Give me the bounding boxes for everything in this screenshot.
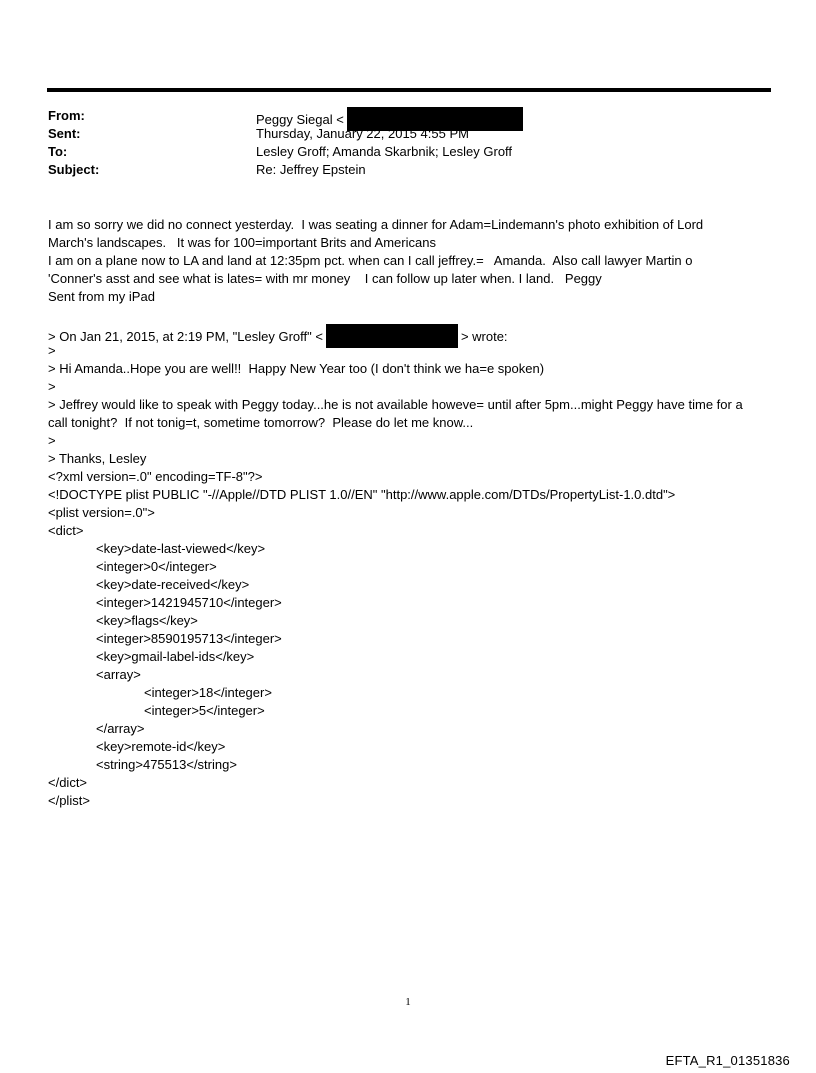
quoted-greeting: > Hi Amanda..Hope you are well!! Happy New Year too (I don't think we ha=e spoken) bbox=[48, 361, 545, 376]
quoted-request: > Jeffrey would like to speak with Peggy today...he is not available howeve= until after 5pm...might Peggy have time for a bbox=[48, 397, 743, 412]
quoted-thanks: > Thanks, Lesley bbox=[48, 451, 147, 466]
plist-line: <integer>0</integer> bbox=[96, 559, 217, 574]
signature: Sent from my iPad bbox=[48, 289, 155, 304]
to-value: Lesley Groff; Amanda Skarbnik; Lesley Groff bbox=[256, 144, 513, 159]
from-label: From: bbox=[48, 108, 85, 123]
from-name: Peggy Siegal < bbox=[256, 112, 344, 127]
email-body bbox=[48, 216, 772, 810]
quoted-request: call tonight? If not tonig=t, sometime tomorrow? Please do let me know... bbox=[48, 415, 474, 430]
plist-line: <key>flags</key> bbox=[96, 613, 198, 628]
plist-line: <integer>5</integer> bbox=[144, 703, 265, 718]
plist-line: <?xml version=.0" encoding=TF-8"?> bbox=[48, 469, 263, 484]
body-line: I am so sorry we did no connect yesterday. I was seating a dinner for Adam=Lindemann's photo exhibition of Lord bbox=[48, 217, 704, 232]
plist-line: <dict> bbox=[48, 523, 84, 538]
subject-label: Subject: bbox=[48, 162, 100, 177]
plist-line: </dict> bbox=[48, 775, 88, 790]
plist-line: <array> bbox=[96, 667, 141, 682]
subject-value: Re: Jeffrey Epstein bbox=[256, 162, 366, 177]
plist-line: </plist> bbox=[48, 793, 90, 808]
from-row bbox=[48, 107, 523, 125]
to-label: To: bbox=[48, 144, 68, 159]
plist-line: <integer>8590195713</integer> bbox=[96, 631, 282, 646]
plist-line: </array> bbox=[96, 721, 145, 736]
page-number: 1 bbox=[405, 996, 411, 1008]
plist-line: <string>475513</string> bbox=[96, 757, 237, 772]
email-header bbox=[48, 107, 523, 179]
plist-line: <integer>1421945710</integer> bbox=[96, 595, 282, 610]
plist-line: <key>date-last-viewed</key> bbox=[96, 541, 266, 556]
plist-line: <key>remote-id</key> bbox=[96, 739, 226, 754]
plist-line: <plist version=.0"> bbox=[48, 505, 155, 520]
quoted-intro bbox=[48, 324, 772, 342]
quote-marker: > bbox=[48, 433, 56, 448]
bates-number: EFTA_R1_01351836 bbox=[665, 1053, 790, 1068]
quoted-intro-prefix: > On Jan 21, 2015, at 2:19 PM, "Lesley Groff" < bbox=[48, 329, 323, 344]
quote-marker: > bbox=[48, 379, 56, 394]
from-value bbox=[256, 107, 523, 125]
quoted-intro-suffix: > wrote: bbox=[460, 329, 508, 344]
plist-line: <!DOCTYPE plist PUBLIC "-//Apple//DTD PLIST 1.0//EN" "http://www.apple.com/DTDs/PropertyList-1.0.dtd"> bbox=[48, 487, 676, 502]
plist-line: <key>date-received</key> bbox=[96, 577, 250, 592]
redaction-box bbox=[326, 324, 458, 348]
sent-row bbox=[48, 125, 523, 143]
body-line: I am on a plane now to LA and land at 12:35pm pct. when can I call jeffrey.= Amanda. Also call lawyer Martin o bbox=[48, 253, 693, 268]
to-row bbox=[48, 143, 523, 161]
plist-line: <key>gmail-label-ids</key> bbox=[96, 649, 255, 664]
quote-marker: > bbox=[48, 343, 56, 358]
body-line: 'Conner's asst and see what is lates= with mr money I can follow up later when. I land. Peggy bbox=[48, 271, 602, 286]
body-line: March's landscapes. It was for 100=important Brits and Americans bbox=[48, 235, 436, 250]
sent-label: Sent: bbox=[48, 126, 81, 141]
plist-line: <integer>18</integer> bbox=[144, 685, 272, 700]
sent-value: Thursday, January 22, 2015 4:55 PM bbox=[256, 126, 469, 141]
header-rule bbox=[47, 88, 771, 92]
subject-row bbox=[48, 161, 523, 179]
